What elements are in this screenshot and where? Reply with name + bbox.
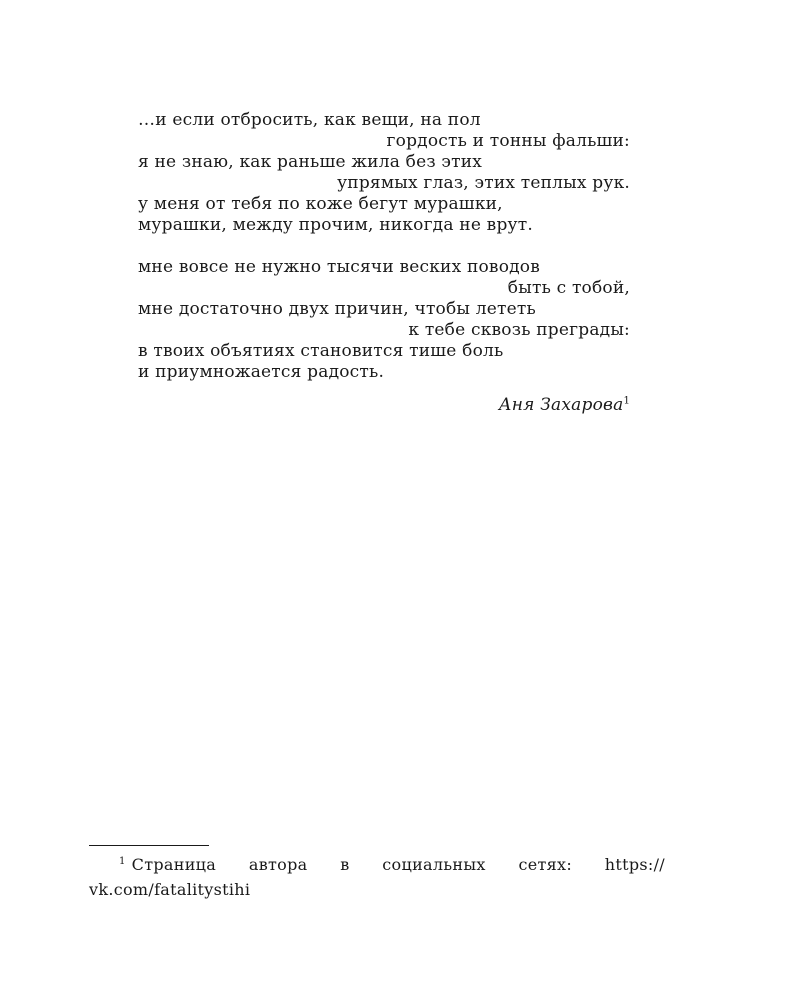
footnote-word: социальных [382,855,486,874]
footnote-link-start[interactable]: https:// [604,855,665,874]
poem-line: мне достаточно двух причин, чтобы лететь [138,299,536,319]
footnote-link-continuation[interactable]: vk.com/fatalitystihi [89,880,251,899]
poem-line: у меня от тебя по коже бегут мурашки, [138,194,503,214]
footnote-mark: 1 [119,855,126,867]
footnote-first-line [89,852,665,877]
footnote-word: автора [248,855,308,874]
poem-line: мурашки, между прочим, никогда не врут. [138,215,533,235]
author-name: Аня Захарова [498,395,624,415]
poem-line: …и если отбросить, как вещи, на пол [138,110,481,130]
poem-line: в твоих объятиях становится тише боль [138,341,504,361]
stanza-break [138,236,630,257]
footnote [89,852,665,902]
poem [138,110,630,416]
footnote-word: Страница [131,855,217,874]
poem-line: мне вовсе не нужно тысячи веских поводов [138,257,541,277]
poem-line: и приумножается радость. [138,362,385,382]
footnote-word-group [119,852,216,877]
footnote-reference[interactable]: 1 [623,395,630,407]
poem-line: быть с тобой, [507,278,630,298]
poem-line: к тебе сквозь преграды: [408,320,630,340]
footnote-word: в [340,855,350,874]
footnote-divider [89,845,209,846]
poem-line: гордость и тонны фальши: [386,131,630,151]
poem-line: я не знаю, как раньше жила без этих [138,152,483,172]
footnote-word: сетях: [518,855,573,874]
poem-author [138,395,630,416]
poem-line: упрямых глаз, этих теплых рук. [337,173,630,193]
